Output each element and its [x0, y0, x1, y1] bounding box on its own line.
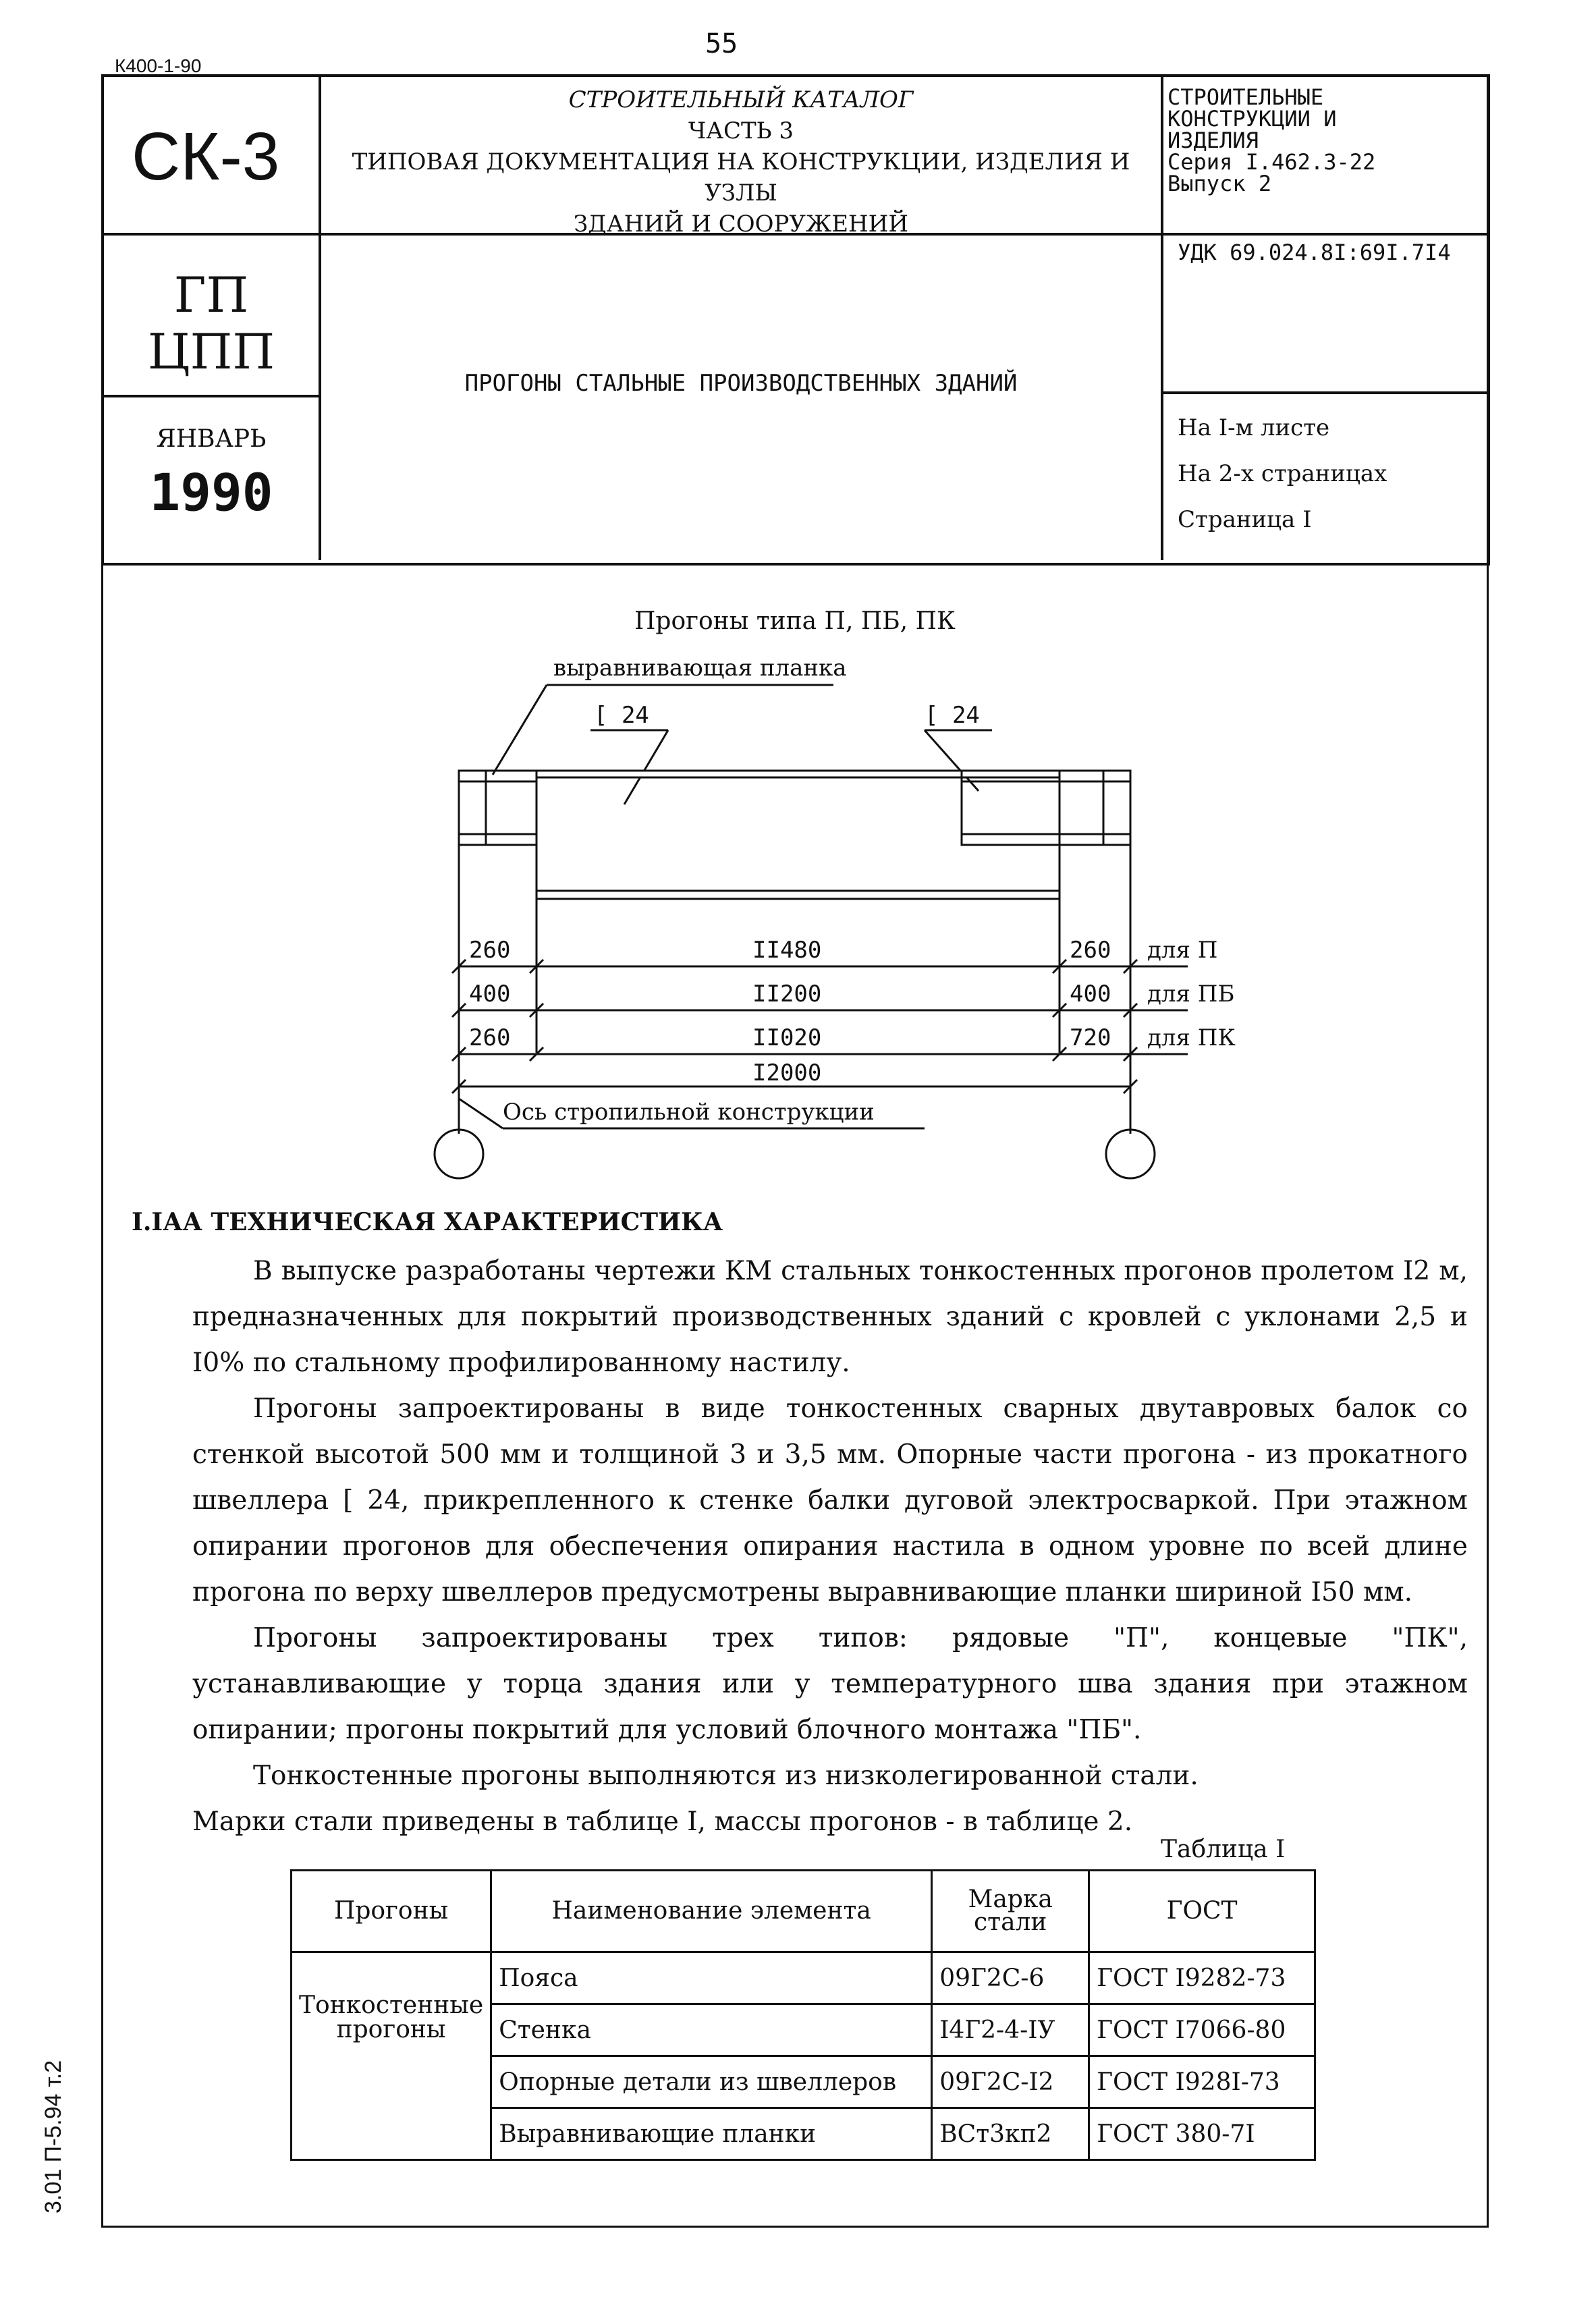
- channel-left-label: [ 24: [594, 702, 649, 729]
- row-name: Выравнивающие планки: [491, 2108, 932, 2160]
- dim-pk-a: 260: [469, 1024, 511, 1051]
- paragraph-4: Тонкостенные прогоны выполняются из низколегированной стали.: [253, 1761, 1199, 1791]
- channel-right-label: [ 24: [925, 702, 980, 729]
- dim-pb-c: 400: [1070, 981, 1111, 1008]
- row-gost: ГОСТ 380-7I: [1089, 2108, 1315, 2160]
- row-gost: ГОСТ I7066-80: [1089, 2004, 1315, 2056]
- catalog-line-3: ТИПОВАЯ ДОКУМЕНТАЦИЯ НА КОНСТРУКЦИИ, ИЗДЕЛИЯ И УЗЛЫ: [352, 148, 1130, 207]
- dim-pb-b: II200: [752, 981, 822, 1008]
- row-name: Пояса: [491, 1952, 932, 2004]
- sheet-info-2: На 2-х страницах: [1178, 460, 1387, 487]
- row-steel: 09Г2С-I2: [932, 2056, 1089, 2108]
- channel-left-leader: [624, 730, 668, 804]
- paragraph-5: Марки стали приведены в таблице I, массы прогонов - в таблице 2.: [192, 1807, 1133, 1837]
- section-heading: I.IАА ТЕХНИЧЕСКАЯ ХАРАКТЕРИСТИКА: [132, 1208, 723, 1236]
- row-steel: 09Г2С-6: [932, 1952, 1089, 2004]
- side-stamp: 3.01 П-5.94 т.2: [40, 2060, 66, 2213]
- dim-p-c: 260: [1070, 937, 1111, 964]
- th-steel: Марка стали: [932, 1871, 1089, 1952]
- axis-label: Ось стропильной конструкции: [503, 1099, 875, 1126]
- row-steel: I4Г2-4-IУ: [932, 2004, 1089, 2056]
- catalog-logo: СК-3: [132, 119, 280, 194]
- document-title: ПРОГОНЫ СТАЛЬНЫЕ ПРОИЗВОДСТВЕННЫХ ЗДАНИЙ: [464, 370, 1018, 397]
- udk-code: УДК 69.024.8I:69I.7I4: [1178, 240, 1451, 265]
- series-line-2: КОНСТРУКЦИИ И: [1167, 106, 1337, 132]
- table1-caption: Таблица I: [1161, 1836, 1286, 1863]
- dim-p-b: II480: [752, 937, 822, 964]
- doc-code: К400-1-90: [115, 55, 202, 76]
- beam-bottom-flange: [536, 891, 1060, 899]
- steel-table: [290, 1869, 1316, 2161]
- paragraph-3: Прогоны запроектированы трех типов: рядовые "П", концевые "ПК", устанавливающие у торца здания или у температурного шва здания при этажном опирании; прогоны покрытий для условий блочного монтажа "ПБ".: [192, 1623, 1468, 1745]
- axis-marker-left: [435, 1130, 483, 1178]
- dim-pk-label: для ПК: [1147, 1024, 1236, 1051]
- leader-line: [493, 685, 547, 775]
- paragraph-2: Прогоны запроектированы в виде тонкостенных сварных двутавровых балок со стенкой высотой 500 мм и толщиной 3 и 3,5 мм. Опорные части прогона - из прокатного швеллера [ 24, прикрепленного к стенке балки дуговой электросваркой. При этажном опирании прогонов для обеспечения опирания настила в одном уровне по всей длине прогона по верху швеллеров предусмотрены выравнивающие планки шириной I50 мм.: [192, 1394, 1468, 1607]
- figure-caption: Прогоны типа П, ПБ, ПК: [634, 607, 956, 635]
- dim-pb-a: 400: [469, 981, 511, 1008]
- series-line-5: Выпуск 2: [1167, 171, 1272, 196]
- series-line-4: Серия I.462.3-22: [1167, 149, 1376, 175]
- org-line-1: ГП: [173, 267, 249, 323]
- dim-pb-label: для ПБ: [1147, 981, 1235, 1008]
- sheet-info-3: Страница I: [1178, 506, 1312, 533]
- section-body: [192, 1248, 1468, 1845]
- date-month: ЯНВАРЬ: [156, 425, 267, 453]
- row-gost: ГОСТ I928I-73: [1089, 2056, 1315, 2108]
- org-line-2: ЦПП: [147, 323, 275, 380]
- table-row: [292, 1952, 1315, 2004]
- th-gost: ГОСТ: [1089, 1871, 1315, 1952]
- dim-total: I2000: [752, 1059, 822, 1086]
- catalog-line-4: ЗДАНИЙ И СООРУЖЕНИЙ: [574, 211, 908, 238]
- row-gost: ГОСТ I9282-73: [1089, 1952, 1315, 2004]
- page-number: 55: [705, 28, 738, 59]
- axis-marker-right: [1106, 1130, 1155, 1178]
- catalog-line-2: ЧАСТЬ 3: [688, 117, 794, 144]
- axis-label-leader: [459, 1099, 503, 1128]
- dim-p-label: для П: [1147, 937, 1218, 964]
- dim-pk-c: 720: [1070, 1024, 1111, 1051]
- series-line-1: СТРОИТЕЛЬНЫЕ: [1167, 84, 1324, 110]
- dim-p-a: 260: [469, 937, 511, 964]
- row-steel: ВСт3кп2: [932, 2108, 1089, 2160]
- series-line-3: ИЗДЕЛИЯ: [1167, 128, 1259, 153]
- dim-pk-b: II020: [752, 1024, 822, 1051]
- sheet-info-1: На I-м листе: [1178, 414, 1330, 441]
- leader-label: выравнивающая планка: [553, 655, 847, 682]
- date-year: 1990: [149, 462, 273, 522]
- row-name: Стенка: [491, 2004, 932, 2056]
- row-name: Опорные детали из швеллеров: [491, 2056, 932, 2108]
- table-header-row: [292, 1871, 1315, 1952]
- group-cell: Тонкостенные прогоны: [292, 1952, 491, 2160]
- th-purlins: Прогоны: [292, 1871, 491, 1952]
- paragraph-1: В выпуске разработаны чертежи КМ стальных тонкостенных прогонов пролетом I2 м, предназначенных для покрытий производственных зданий с кровлей с уклонами 2,5 и I0% по стальному профилированному настилу.: [192, 1256, 1468, 1378]
- catalog-line-1: СТРОИТЕЛЬНЫЙ КАТАЛОГ: [568, 86, 914, 113]
- th-element: Наименование элемента: [491, 1871, 932, 1952]
